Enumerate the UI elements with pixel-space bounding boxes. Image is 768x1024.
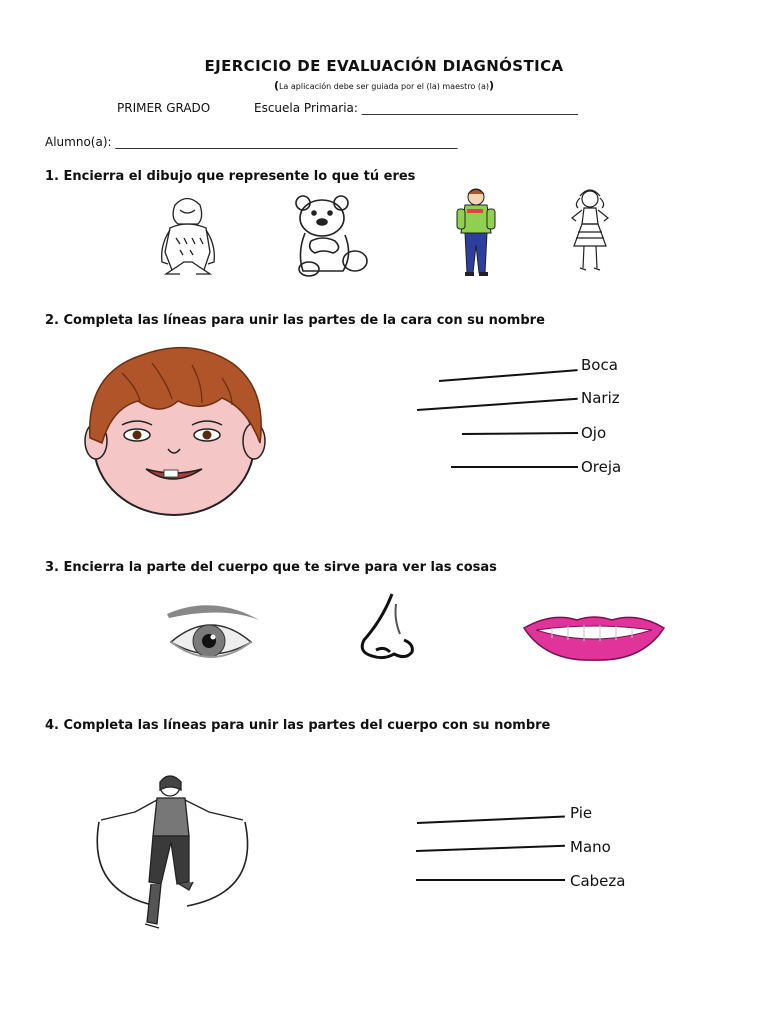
school-field[interactable]: Escuela Primaria: ____________________________________: [254, 101, 578, 115]
label-oreja: Oreja: [581, 458, 622, 476]
answer-line-mano[interactable]: [416, 845, 565, 852]
page-title: EJERCICIO DE EVALUACIÓN DIAGNÓSTICA: [204, 57, 564, 75]
boy-drawing[interactable]: [455, 187, 500, 279]
answer-line-boca[interactable]: [439, 369, 578, 382]
jump-rope-child-drawing[interactable]: [85, 772, 260, 937]
label-mano: Mano: [570, 838, 611, 856]
label-pie: Pie: [570, 804, 593, 822]
label-cabeza: Cabeza: [570, 872, 626, 890]
girl-drawing[interactable]: [568, 188, 613, 276]
eye-drawing[interactable]: [163, 600, 263, 665]
answer-line-cabeza[interactable]: [416, 879, 565, 881]
label-boca: Boca: [581, 356, 618, 374]
child-face-drawing[interactable]: [82, 343, 272, 518]
question-4: 4. Completa las líneas para unir las partes del cuerpo con su nombre: [45, 718, 551, 733]
grade-label: PRIMER GRADO: [117, 101, 211, 115]
label-ojo: Ojo: [581, 424, 607, 442]
answer-line-nariz[interactable]: [417, 398, 578, 411]
page-subtitle: (La aplicación debe ser guiada por el (la) maestro (a)): [273, 79, 495, 92]
student-field[interactable]: Alumno(a): _________________________________________________________: [45, 135, 458, 149]
nose-drawing[interactable]: [358, 590, 418, 665]
question-3: 3. Encierra la parte del cuerpo que te sirve para ver las cosas: [45, 560, 497, 575]
answer-line-pie[interactable]: [417, 816, 565, 824]
answer-line-ojo[interactable]: [462, 432, 578, 435]
teddy-bear-drawing[interactable]: [293, 193, 373, 278]
lips-drawing[interactable]: [522, 608, 667, 663]
question-2: 2. Completa las líneas para unir las partes de la cara con su nombre: [45, 313, 545, 328]
answer-line-oreja[interactable]: [451, 466, 578, 468]
gorilla-drawing[interactable]: [150, 190, 225, 280]
label-nariz: Nariz: [581, 389, 620, 407]
question-1: 1. Encierra el dibujo que represente lo que tú eres: [45, 169, 416, 184]
